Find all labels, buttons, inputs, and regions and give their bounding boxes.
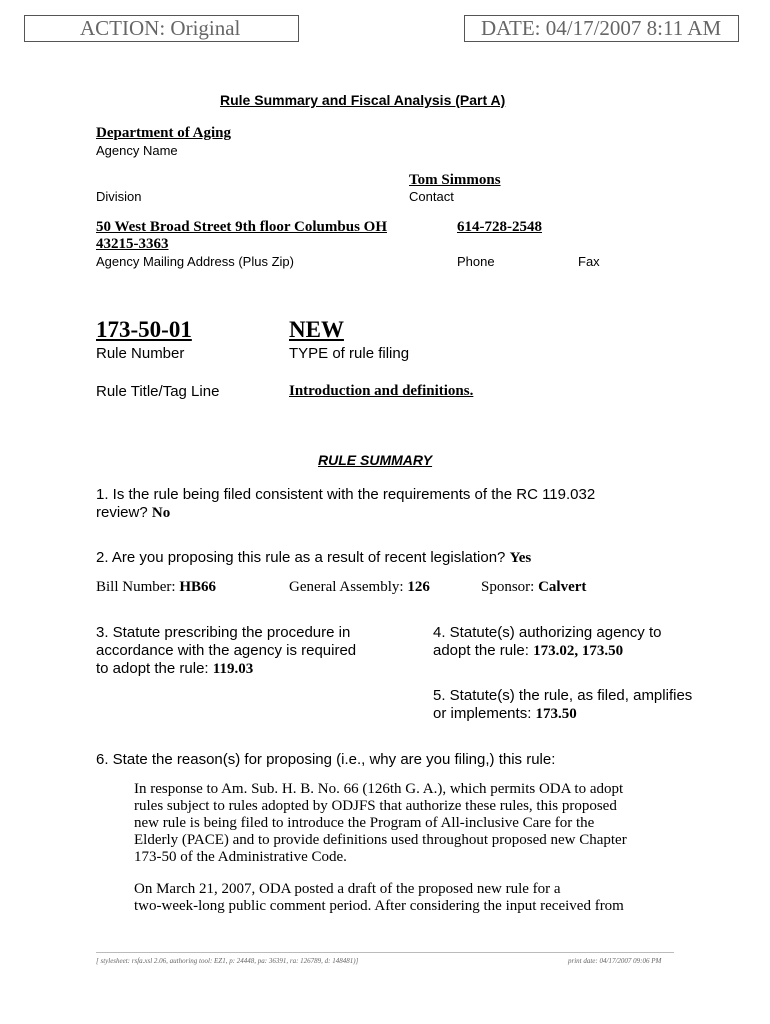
question-6: 6. State the reason(s) for proposing (i.e., why are you filing,) this rule: [96, 751, 556, 768]
reason-paragraph-2-line: On March 21, 2007, ODA posted a draft of the proposed new rule for a [134, 881, 561, 897]
agency-name-label: Agency Name [96, 143, 178, 158]
question-5-answer: 173.50 [535, 706, 577, 722]
phone-label: Phone [457, 254, 495, 269]
fax-label: Fax [578, 254, 600, 269]
reason-paragraph-1-line: new rule is being filed to introduce the Program of All-inclusive Care for the [134, 815, 595, 831]
sponsor-label: Sponsor: [481, 579, 535, 595]
question-5-line2-text: or implements: [433, 705, 532, 722]
question-3-line3 [96, 660, 356, 678]
reason-paragraph-1-line: In response to Am. Sub. H. B. No. 66 (126th G. A.), which permits ODA to adopt [134, 781, 624, 797]
question-1-line2-text: review? [96, 504, 148, 521]
address-label: Agency Mailing Address (Plus Zip) [96, 254, 294, 269]
rule-number-label: Rule Number [96, 345, 185, 362]
question-2-text: 2. Are you proposing this rule as a result of recent legislation? [96, 549, 506, 566]
reason-paragraph-1-line: 173-50 of the Administrative Code. [134, 849, 347, 865]
bill-number [96, 579, 216, 596]
date-box [464, 15, 739, 42]
question-4-line2 [433, 642, 661, 660]
rule-summary-heading: RULE SUMMARY [318, 452, 433, 468]
footer-print-date: print date: 04/17/2007 09:06 PM [568, 957, 662, 965]
question-3-answer: 119.03 [212, 661, 254, 677]
rule-type-value: NEW [289, 317, 344, 342]
question-3 [96, 624, 356, 678]
address-line1: 50 West Broad Street 9th floor Columbus OH [96, 219, 387, 235]
question-3-line2: accordance with the agency is required [96, 642, 357, 659]
general-assembly-value: 126 [407, 579, 430, 595]
question-4 [433, 624, 661, 660]
bill-number-value: HB66 [179, 579, 217, 595]
general-assembly [289, 579, 430, 596]
question-2 [96, 549, 531, 567]
reason-paragraph-2 [134, 881, 669, 915]
reason-paragraph-1-line: Elderly (PACE) and to provide definitions used throughout proposed new Chapter [134, 832, 627, 848]
question-2-answer: Yes [509, 550, 532, 566]
division-label: Division [96, 189, 142, 204]
rule-number-value: 173-50-01 [96, 317, 192, 342]
question-5-line1: 5. Statute(s) the rule, as filed, amplifies [433, 687, 693, 704]
phone-value: 614-728-2548 [457, 219, 542, 235]
question-1-line1: 1. Is the rule being filed consistent with the requirements of the RC 119.032 [96, 486, 596, 503]
reason-paragraph-1 [134, 781, 669, 866]
bill-number-label: Bill Number: [96, 579, 176, 595]
question-1-line2 [96, 504, 595, 522]
sponsor-value: Calvert [538, 579, 587, 595]
contact-value: Tom Simmons [409, 172, 501, 188]
footer-divider [96, 952, 674, 953]
question-4-line1: 4. Statute(s) authorizing agency to [433, 624, 662, 641]
reason-paragraph-2-line: two-week-long public comment period. After considering the input received from [134, 898, 624, 914]
question-4-line2-text: adopt the rule: [433, 642, 529, 659]
question-5 [433, 687, 692, 723]
general-assembly-label: General Assembly: [289, 579, 404, 595]
question-5-line2 [433, 705, 692, 723]
question-1 [96, 486, 595, 522]
question-3-line1: 3. Statute prescribing the procedure in [96, 624, 351, 641]
sponsor [481, 579, 586, 596]
page-title: Rule Summary and Fiscal Analysis (Part A) [220, 92, 506, 108]
agency-name-value: Department of Aging [96, 125, 231, 141]
question-3-line3-text: to adopt the rule: [96, 660, 209, 677]
reason-paragraph-1-line: rules subject to rules adopted by ODJFS that authorize these rules, this proposed [134, 798, 617, 814]
question-4-answer: 173.02, 173.50 [533, 643, 624, 659]
question-1-answer: No [151, 505, 171, 521]
action-text: ACTION: Original [80, 16, 241, 40]
rule-title-label: Rule Title/Tag Line [96, 383, 220, 400]
address-line2: 43215-3363 [96, 236, 169, 252]
footer-stylesheet-info: [ stylesheet: rsfa.xsl 2.06, authoring tool: EZ1, p: 24448, pa: 36391, ra: 126789, d: 148481)] [96, 957, 359, 965]
rule-type-label: TYPE of rule filing [289, 345, 410, 362]
action-box [24, 15, 299, 42]
rule-title-value: Introduction and definitions. [289, 383, 474, 399]
date-text: DATE: 04/17/2007 8:11 AM [481, 16, 722, 40]
contact-label: Contact [409, 189, 454, 204]
